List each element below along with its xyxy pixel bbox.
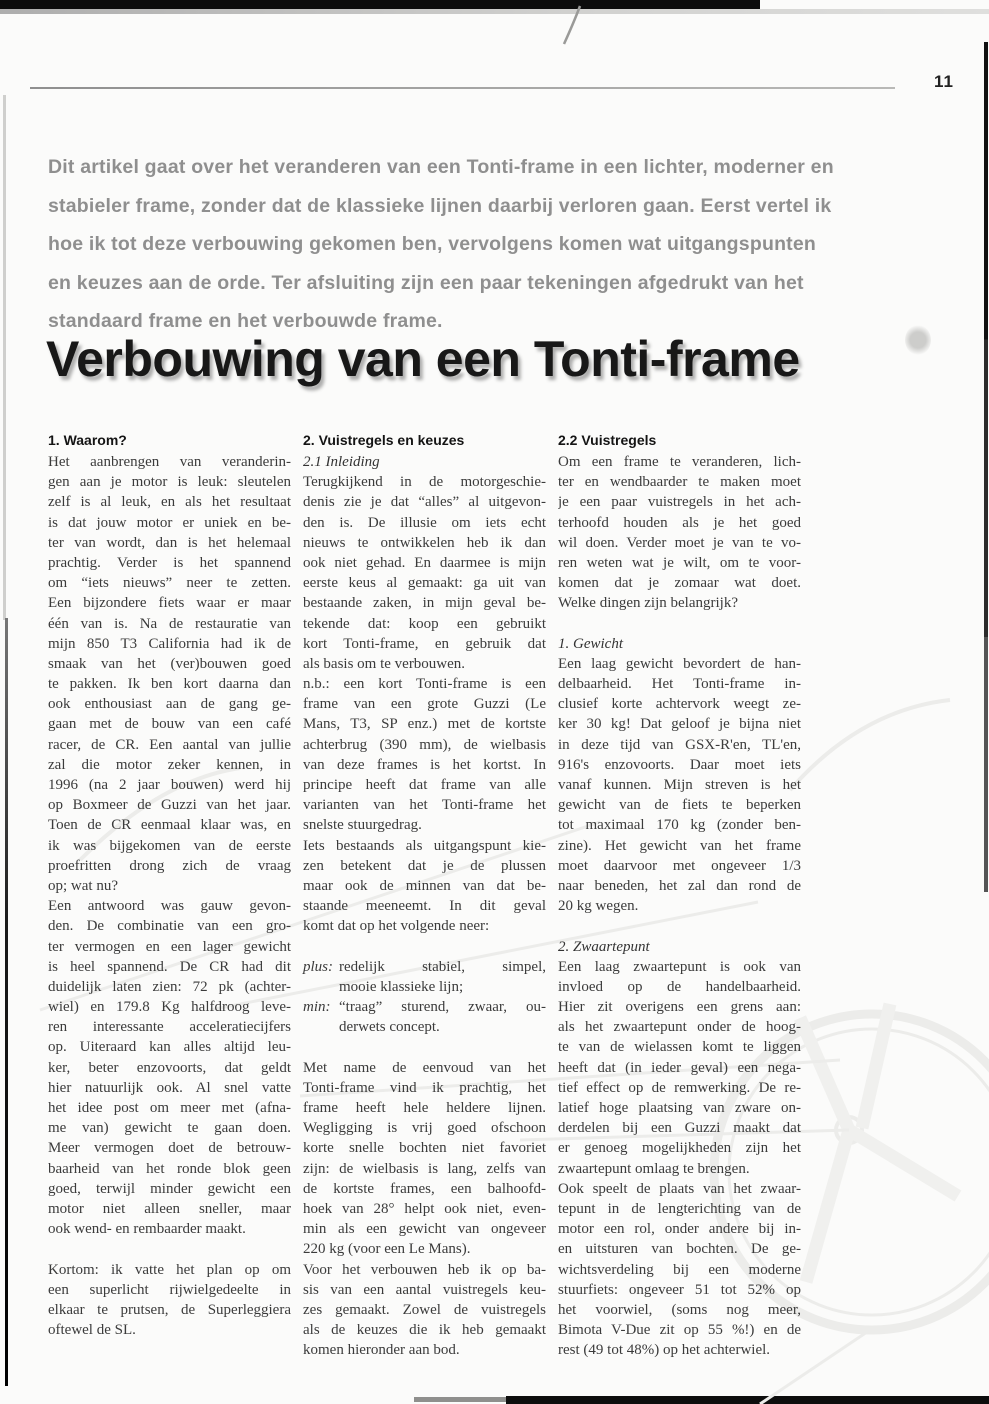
page-number: 11 <box>934 72 954 91</box>
text-line: een superlicht rijwielgedeelte in <box>48 1281 291 1298</box>
text-line: mijn 850 T3 California had ik de <box>48 635 291 652</box>
list-item <box>303 997 546 1037</box>
text-line: van deze frames is het kortst. In <box>303 756 546 773</box>
intro-line: hoe ik tot deze verbouwing gekomen ben, vervolgens komen wat uitgangspunten <box>48 233 817 255</box>
text-line: te pakken. Ik ben kort daarna dan <box>48 676 291 693</box>
text-line: latief hoge plaatsing van zware on- <box>558 1100 801 1116</box>
left-edge-line <box>5 618 8 1386</box>
text-line: ook niet gehad. En daarmee is mijn <box>303 554 546 571</box>
text-line: als het zwaartepunt onder de hoog- <box>558 1019 801 1036</box>
text-line: den is. De illusie om iets echt <box>303 514 546 531</box>
text-line: “traag” sturend, zwaar, ou- <box>339 999 546 1016</box>
text-line: clusief korte achtervork weegt ze- <box>558 696 801 713</box>
paragraph <box>558 452 801 614</box>
text-line: is heel spannend. De CR had dit <box>48 958 291 975</box>
text-line: Iets bestaands als uitgangspunt kie- <box>303 837 546 854</box>
text-line: te van de wielassen komt te liggen <box>558 1039 801 1056</box>
list-label: min: <box>303 999 331 1016</box>
top-edge-bar <box>0 0 760 9</box>
text-line: op; wat nu? <box>48 877 118 894</box>
text-line: gaan met de bouw van een café <box>48 716 291 733</box>
text-line: Terugkijkend in de motorgeschie- <box>303 474 546 491</box>
text-line: het idee post om meer met (afna- <box>48 1100 291 1116</box>
text-line: eerste keus al gemaakt: ga uit van <box>303 575 546 592</box>
text-line: korte snelle bochten niet favoriet <box>303 1140 546 1157</box>
text-line: het voorwiel, (soms nog meer, <box>558 1301 801 1318</box>
text-line: ker, beter enzovoorts, dat geldt <box>48 1059 291 1076</box>
text-line: op. Uiteraard kan alles altijd leu- <box>48 1039 291 1056</box>
paragraph <box>558 654 801 916</box>
text-line: ter en wendbaarder te maken moet <box>558 474 801 491</box>
text-line: in deze tijd van GSX-R'en, TL'en, <box>558 736 801 753</box>
text-line: maar ook de minnen van dat be- <box>303 877 546 894</box>
text-line: stuurfiets: ongeveer 51 tot 52% op <box>558 1281 801 1298</box>
subsection-heading: 1. Gewicht <box>558 635 623 652</box>
text-line: ker 30 kg! Dat geloof je bijna niet <box>558 716 801 733</box>
text-line: om “iets nieuws” neer te zetten. <box>48 575 291 592</box>
text-line: komen hieronder aan bod. <box>303 1342 460 1359</box>
text-line: n.b.: een kort Tonti-frame is een <box>303 676 546 693</box>
text-line: Voor het verbouwen heb ik op ba- <box>303 1261 546 1278</box>
text-line: zine). Het gewicht van het frame <box>558 837 801 854</box>
text-line: ook enthousiast aan de gang ge- <box>48 696 291 713</box>
text-line: tot maximaal 170 kg (zonder ben- <box>558 817 801 834</box>
paragraph <box>303 472 546 674</box>
text-line: je een paar vuistregels in het ach- <box>558 494 801 511</box>
intro-paragraph <box>48 148 834 341</box>
text-line: delbaarheid. Het Tonti-frame in- <box>558 676 801 693</box>
paragraph-gap <box>303 937 546 957</box>
paragraph <box>303 1260 546 1361</box>
text-line: principe heeft dat frame van alle <box>303 777 546 793</box>
text-line: motor niet alleen sneller, maar <box>48 1200 291 1217</box>
paragraph <box>48 896 291 1239</box>
text-line: ren weten wat je wilt, om te voor- <box>558 554 801 571</box>
text-line: tepunt in de lengterichting van de <box>558 1200 801 1217</box>
paragraph <box>48 452 291 896</box>
text-line: Meer vermogen doet de betrouw- <box>48 1140 291 1157</box>
text-line: staande meeneemt. In dit geval <box>303 898 546 915</box>
paragraph-gap <box>558 614 801 634</box>
text-line: Ook speelt de plaats van het zwaar- <box>558 1180 801 1197</box>
text-line: prachtig. Verder is het spannend <box>48 554 291 571</box>
text-line: één van is. Na de restauratie van <box>48 615 291 632</box>
text-line: hoek van 28° helpt ook niet, even- <box>303 1200 546 1217</box>
text-line: Kortom: ik vatte het plan op om <box>48 1261 291 1278</box>
right-edge-line <box>984 42 988 892</box>
text-line: tief effect op de remwerking. De re- <box>558 1079 801 1096</box>
text-line: rest (49 tot 48%) op het achterwiel. <box>558 1342 771 1359</box>
list-lines <box>339 997 546 1037</box>
paragraph-gap <box>558 916 801 936</box>
text-line: hier natuurlijk ook. Al snel vatte <box>48 1079 291 1096</box>
subsection-heading: 2.1 Inleiding <box>303 454 380 470</box>
text-line: zijn: de wielbasis is lang, zelfs van <box>303 1160 546 1177</box>
text-line: duidelijk laten zien: 72 pk (achter- <box>48 978 291 995</box>
text-line: sis van een aantal vuistregels keu- <box>303 1281 546 1298</box>
section-heading: 2.2 Vuistregels <box>558 432 657 448</box>
text-line: zal die motor zeker kennen, in <box>48 756 291 773</box>
text-line: wil doen. Verder moet je van te vo- <box>558 534 801 551</box>
section-heading: 1. Waarom? <box>48 432 127 448</box>
text-line: Een laag gewicht bevordert de han- <box>558 655 801 672</box>
text-line: smaak van het (ver)bouwen goed <box>48 655 291 672</box>
text-line: Een laag zwaartepunt is ook van <box>558 958 801 975</box>
text-line: redelijk stabiel, simpel, <box>339 958 546 975</box>
intro-line: standaard frame en het verbouwde frame. <box>48 310 443 332</box>
paragraph <box>303 836 546 937</box>
text-line: vanaf kunnen. Mijn streven is het <box>558 777 801 793</box>
text-line: Met name de eenvoud van het <box>303 1059 546 1076</box>
text-line: proefritten drong zich de vraag <box>48 857 291 874</box>
text-line: min als een gewicht van ongeveer <box>303 1221 546 1238</box>
text-line: derdelen bij een Guzzi maakt dat <box>558 1120 801 1137</box>
column-3 <box>558 430 801 1360</box>
text-line: achterbrug (390 mm), de wielbasis <box>303 736 546 753</box>
text-line: Welke dingen zijn belangrijk? <box>558 595 738 612</box>
text-line: de kortste frames, een balhoofd- <box>303 1180 546 1197</box>
text-line: Het aanbrengen van veranderin- <box>48 454 291 470</box>
column-1 <box>48 430 291 1340</box>
text-line: 1996 (na 2 jaar bouwen) werd hij <box>48 777 291 793</box>
text-line: Mans, T3, SP enz.) met de kortste <box>303 716 546 733</box>
section-heading: 2. Vuistregels en keuzes <box>303 432 465 448</box>
text-line: wichtsverdeling bij een moderne <box>558 1261 801 1278</box>
paragraph <box>558 1179 801 1361</box>
text-line: Een bijzondere fiets waar er maar <box>48 595 291 612</box>
text-line: bestaande zaken, in mijn geval be- <box>303 595 546 612</box>
text-line: ter vermogen en een lager gewicht <box>48 938 291 955</box>
text-line: baarheid van het ronde blok geen <box>48 1160 291 1177</box>
text-line: is dat jouw motor er uniek en be- <box>48 514 291 531</box>
text-line: snelste stuurgedrag. <box>303 817 422 834</box>
text-line: terhoofd houden als je het goed <box>558 514 801 531</box>
text-line: oftewel de SL. <box>48 1322 136 1339</box>
paragraph <box>303 1058 546 1260</box>
text-line: zwaartepunt omlaag te brengen. <box>558 1160 750 1177</box>
text-line: er genoeg mogelijkheden zijn het <box>558 1140 801 1157</box>
paragraph <box>558 957 801 1179</box>
text-line: derwets concept. <box>339 1019 440 1036</box>
text-line: varianten van het Tonti-frame het <box>303 797 546 814</box>
text-line: Een antwoord was gauw gevon- <box>48 898 291 915</box>
paragraph-gap <box>303 1037 546 1057</box>
text-line: heeft dat (in ieder geval) een nega- <box>558 1059 801 1076</box>
text-line: frame van een grote Guzzi (Le <box>303 696 546 713</box>
text-line: ik was bijgekomen van de eerste <box>48 837 291 854</box>
text-line: ren interessante acceleratiecijfers <box>48 1019 291 1036</box>
text-line: me van) gewicht te gaan doen. <box>48 1120 291 1137</box>
text-line: als basis om te verbouwen. <box>303 655 466 672</box>
text-line: kort Tonti-frame, en gebruik dat <box>303 635 546 652</box>
text-line: moet daarvoor met ongeveer 1/3 <box>558 857 801 874</box>
text-line: tekende dat: koop een gebruikt <box>303 615 546 632</box>
text-line: zelf is al leuk, en als het resultaat <box>48 494 291 511</box>
text-line: Toen de CR eenmaal klaar was, en <box>48 817 291 834</box>
text-line: 20 kg wegen. <box>558 898 639 915</box>
bottom-edge-bar <box>506 1396 989 1404</box>
list-lines <box>339 957 546 997</box>
text-line: op Boxmeer de Guzzi van het jaar. <box>48 797 291 814</box>
text-line: den. De combinatie van een gro- <box>48 918 291 935</box>
bottom-edge-shadow <box>414 1397 506 1402</box>
list-label: plus: <box>303 958 333 975</box>
text-line: Wegligging is vrij goed ofschoon <box>303 1120 546 1137</box>
text-line: ook wend- en rembaarder maakt. <box>48 1221 246 1238</box>
text-line: Hier zit overigens een grens aan: <box>558 999 801 1016</box>
text-line: goed, terwijl minder gewicht een <box>48 1180 291 1197</box>
paragraph <box>48 1260 291 1341</box>
paragraph-gap <box>48 1239 291 1259</box>
text-line: zes gemaakt. Zowel de vuistregels <box>303 1301 546 1318</box>
text-line: zen betekent dat je de plussen <box>303 857 546 874</box>
text-line: gen aan je motor is leuk: sleutelen <box>48 474 291 491</box>
text-line: motor een rol, onder andere bij in- <box>558 1221 801 1238</box>
text-line: komt dat op het volgende neer: <box>303 918 490 935</box>
text-line: gewicht van de fiets te beperken <box>558 797 801 814</box>
text-line: Tonti-frame vind ik prachtig, het <box>303 1079 546 1096</box>
intro-line: en keuzes aan de orde. Ter afsluiting zijn een paar tekeningen afgedrukt van het <box>48 271 804 294</box>
text-line: mooie klassieke lijn; <box>339 978 464 995</box>
text-line: invloed op de handelbaarheid. <box>558 978 801 995</box>
text-line: Om een frame te veranderen, lich- <box>558 454 801 470</box>
list-item <box>303 957 546 997</box>
intro-line: stabieler frame, zonder dat de klassieke lijnen daarbij verloren gaan. Eerst vertel ik <box>48 194 832 217</box>
text-line: frame heeft hele heldere lijnen. <box>303 1100 546 1116</box>
text-line: als de keuzes die ik heb gemaakt <box>303 1322 546 1339</box>
text-line: 220 kg (voor een Le Mans). <box>303 1241 471 1258</box>
paragraph <box>303 674 546 836</box>
text-line: 916's enzovoorts. Daar moet iets <box>558 756 801 773</box>
text-line: nieuws te ontwikkelen heb ik dan <box>303 534 546 551</box>
column-2 <box>303 430 546 1360</box>
header-rule <box>30 87 895 89</box>
text-line: denis zie je dat “alles” al uitgevon- <box>303 494 546 511</box>
pen-mark-icon <box>552 2 592 48</box>
left-edge-shadow <box>3 95 6 620</box>
text-line: ter van wordt, dan is het helemaal <box>48 534 291 551</box>
text-line: en uitsturen van bochten. De ge- <box>558 1241 801 1258</box>
text-line: naar beneden, het zal dan rond de <box>558 877 801 894</box>
intro-line: Dit artikel gaat over het veranderen van een Tonti-frame in een lichter, moderner en <box>48 156 834 178</box>
text-line: racer, de CR. Een aantal van jullie <box>48 736 291 753</box>
text-line: komen dat je zomaar wat doet. <box>558 575 801 592</box>
article-title: Verbouwing van een Tonti-frame <box>46 331 800 387</box>
text-line: wiel) en 179.8 Kg halfdroog leve- <box>48 999 291 1016</box>
top-edge-shadow <box>0 9 989 14</box>
subsection-heading: 2. Zwaartepunt <box>558 938 650 955</box>
text-line: Bimota V-Due zit op 55 %!) en de <box>558 1322 801 1339</box>
text-line: elkaar te prutsen, de Superleggiera <box>48 1301 291 1318</box>
